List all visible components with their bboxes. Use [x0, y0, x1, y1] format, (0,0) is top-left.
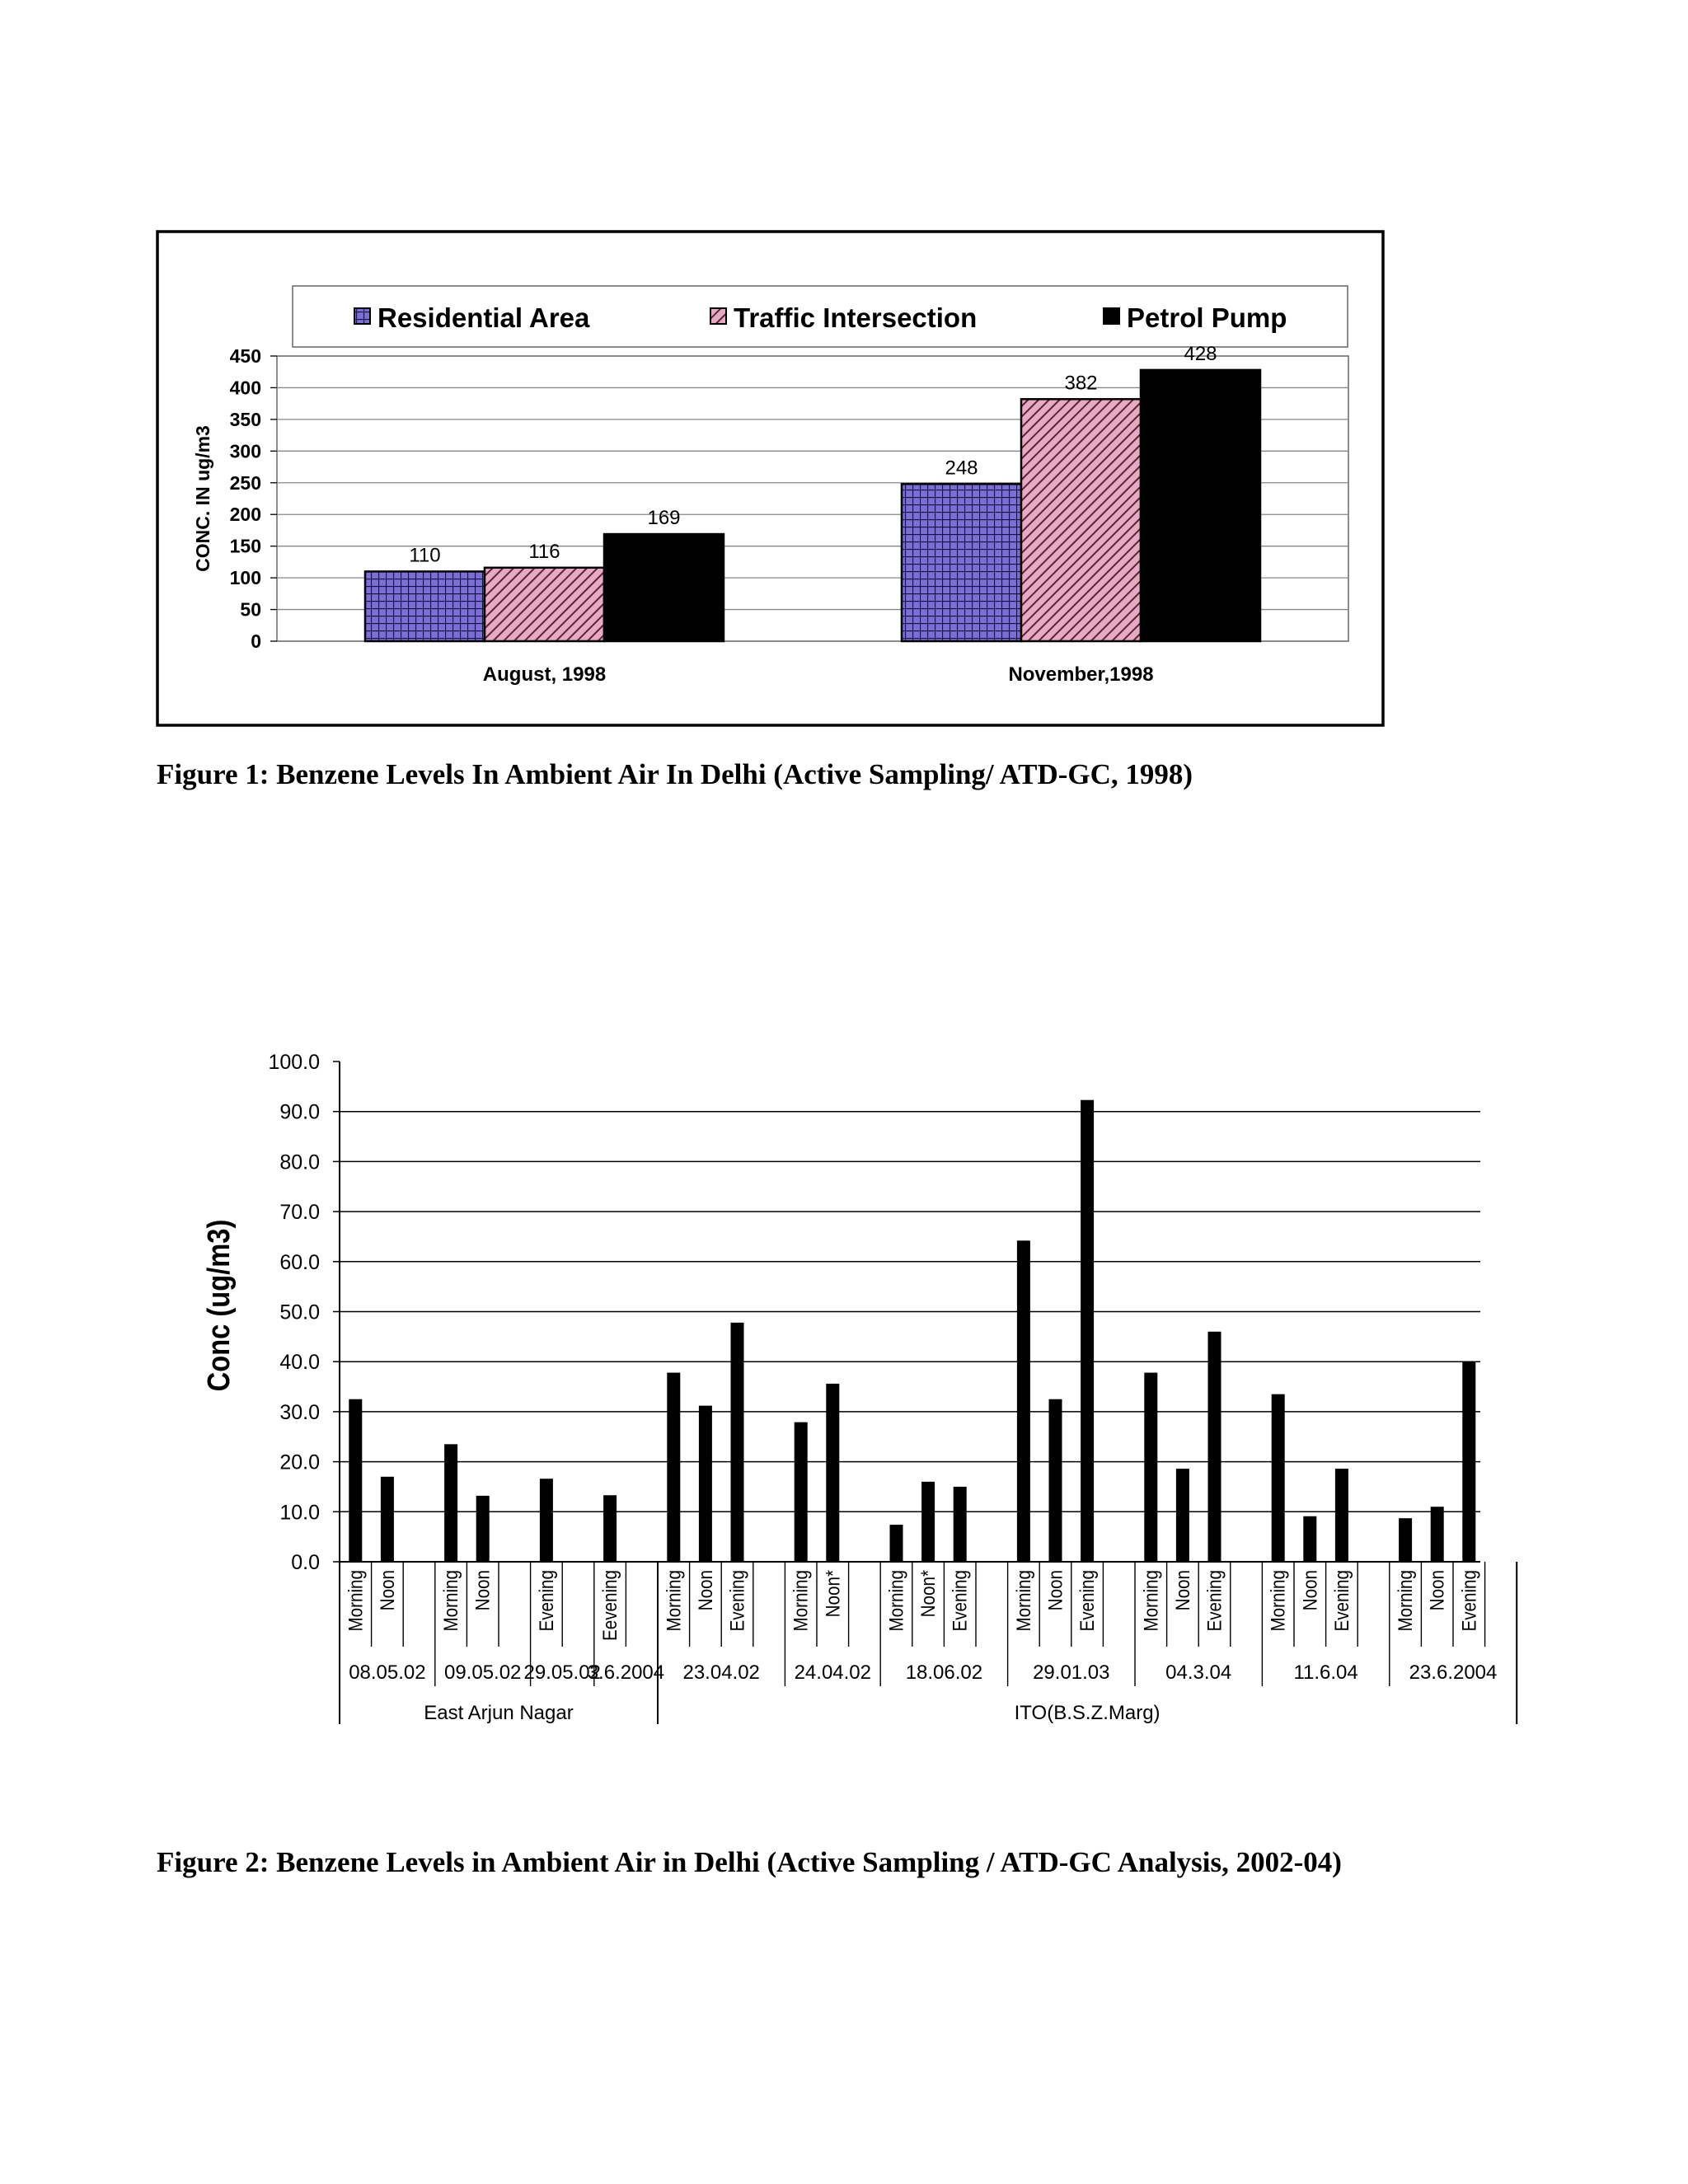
- x-sample-label: Noon*: [821, 1570, 844, 1618]
- bar: [603, 1495, 617, 1562]
- data-label: 110: [409, 544, 441, 567]
- bar: [1017, 1240, 1030, 1562]
- bar: [540, 1479, 553, 1562]
- bar: [1272, 1394, 1285, 1562]
- bar: [349, 1399, 362, 1562]
- x-sample-label: Eevening: [598, 1570, 621, 1642]
- bar: [381, 1477, 394, 1562]
- x-sample-label: Evening: [1330, 1570, 1353, 1632]
- y-tick-label: 80.0: [279, 1151, 320, 1174]
- y-tick-label: 200: [229, 504, 261, 526]
- y-tick-label: 0.0: [291, 1551, 320, 1574]
- bar: [476, 1496, 490, 1562]
- x-sample-label: Noon*: [917, 1570, 940, 1618]
- bar: [826, 1384, 839, 1562]
- y-tick-label: 0: [251, 630, 261, 652]
- x-sample-label: Morning: [885, 1570, 907, 1632]
- x-date-label: 3.6.2004: [587, 1661, 665, 1684]
- x-sample-label: Noon: [1044, 1570, 1067, 1611]
- y-tick-label: 100: [229, 567, 261, 589]
- bar: [921, 1482, 935, 1562]
- x-date-label: 08.05.02: [349, 1661, 426, 1684]
- legend-label: Traffic Intersection: [734, 302, 978, 333]
- y-tick-label: 400: [229, 377, 261, 399]
- x-date-label: 11.6.04: [1293, 1661, 1358, 1684]
- x-sample-label: Evening: [1203, 1570, 1226, 1632]
- figure1-caption: Figure 1: Benzene Levels In Ambient Air In Delhi (Active Sampling/ ATD-GC, 1998): [157, 758, 1193, 790]
- bar: [795, 1422, 808, 1562]
- y-tick-label: 50.0: [279, 1301, 320, 1324]
- x-date-label: 09.05.02: [443, 1661, 522, 1684]
- x-date-label: 29.01.03: [1033, 1661, 1110, 1684]
- x-sample-label: Morning: [1139, 1570, 1162, 1632]
- x-sample-label: Noon: [376, 1570, 399, 1611]
- bar: [1208, 1332, 1221, 1562]
- x-sample-label: Noon: [1171, 1570, 1194, 1611]
- x-date-label: 29.05.02: [523, 1661, 601, 1684]
- y-tick-label: 150: [229, 535, 261, 557]
- x-sample-label: Morning: [344, 1570, 367, 1632]
- y-tick-label: 60.0: [279, 1250, 320, 1274]
- y-tick-label: 350: [229, 408, 261, 430]
- y-tick-label: 30.0: [279, 1400, 320, 1424]
- y-tick-label: 50: [240, 598, 261, 621]
- x-sample-label: Evening: [726, 1570, 748, 1632]
- x-sample-label: Evening: [1457, 1570, 1480, 1632]
- y-tick-label: 40.0: [279, 1351, 320, 1375]
- x-date-label: 18.06.02: [905, 1661, 983, 1684]
- x-sample-label: Noon: [471, 1570, 495, 1611]
- bar: [444, 1444, 457, 1562]
- x-date-label: 23.6.2004: [1409, 1661, 1498, 1684]
- bar: [699, 1406, 712, 1562]
- x-sample-label: Morning: [439, 1570, 462, 1632]
- y-tick-label: 450: [229, 345, 261, 367]
- y-tick-label: 100.0: [268, 1051, 320, 1074]
- bar: [1462, 1361, 1475, 1562]
- x-sample-label: Evening: [1076, 1570, 1099, 1632]
- x-date-label: 04.3.04: [1165, 1661, 1232, 1684]
- x-category-label: August, 1998: [482, 663, 607, 686]
- x-date-label: 23.04.02: [682, 1661, 760, 1684]
- x-sample-label: Morning: [1012, 1570, 1035, 1632]
- legend-label: Petrol Pump: [1127, 302, 1287, 333]
- y-tick-label: 10.0: [279, 1501, 320, 1525]
- y-tick-label: 250: [229, 471, 261, 494]
- bar: [890, 1525, 903, 1562]
- bar: [1144, 1373, 1157, 1562]
- x-sample-label: Evening: [535, 1570, 558, 1632]
- x-site-label: ITO(B.S.Z.Marg): [1014, 1702, 1160, 1724]
- bar: [667, 1373, 680, 1562]
- bar: [1081, 1100, 1094, 1562]
- legend-label: Residential Area: [377, 302, 590, 333]
- figure2-caption: Figure 2: Benzene Levels in Ambient Air in Delhi (Active Sampling / ATD-GC Analysis, 2002-04): [157, 1846, 1342, 1878]
- y-tick-label: 70.0: [279, 1201, 320, 1225]
- bar: [731, 1323, 744, 1562]
- x-site-label: East Arjun Nagar: [424, 1702, 574, 1724]
- y-tick-label: 20.0: [279, 1451, 320, 1474]
- data-label: 428: [1184, 342, 1217, 365]
- x-sample-label: Morning: [1394, 1570, 1417, 1632]
- bar: [1303, 1516, 1316, 1562]
- y-tick-label: 90.0: [279, 1100, 320, 1124]
- x-sample-label: Noon: [1426, 1570, 1449, 1611]
- x-date-label: 24.04.02: [794, 1661, 872, 1684]
- bar: [1049, 1399, 1062, 1562]
- bar: [1176, 1469, 1189, 1562]
- data-label: 248: [945, 457, 978, 480]
- figure2-y-axis-label: Conc (ug/m3): [200, 1219, 237, 1392]
- x-sample-label: Noon: [1298, 1570, 1321, 1611]
- x-sample-label: Morning: [790, 1570, 813, 1632]
- figure1-y-axis-label: CONC. IN ug/m3: [192, 425, 213, 572]
- y-tick-label: 300: [229, 440, 261, 462]
- bar: [1431, 1507, 1444, 1562]
- bar: [1335, 1469, 1348, 1562]
- x-sample-label: Noon: [694, 1570, 717, 1611]
- data-label: 116: [528, 540, 560, 563]
- data-label: 169: [647, 507, 681, 530]
- bar: [1399, 1518, 1412, 1562]
- x-sample-label: Morning: [662, 1570, 685, 1632]
- bar: [954, 1487, 967, 1562]
- data-label: 382: [1064, 372, 1098, 395]
- x-category-label: November,1998: [1008, 663, 1154, 686]
- x-sample-label: Morning: [1267, 1570, 1290, 1632]
- x-sample-label: Evening: [949, 1570, 972, 1632]
